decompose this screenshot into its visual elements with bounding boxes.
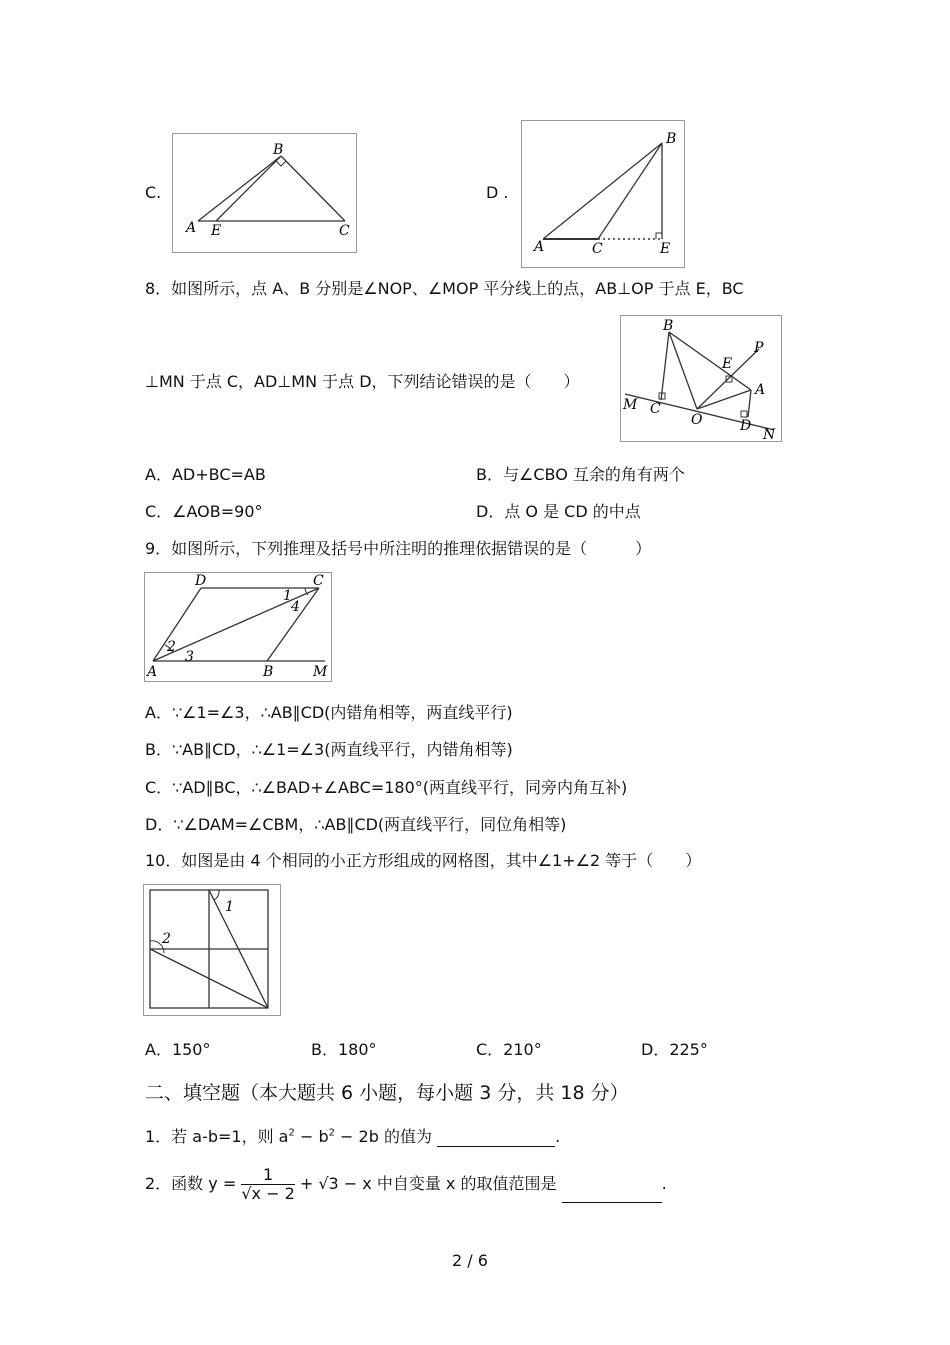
q7-figure-d — [521, 120, 685, 268]
q10-option-a[interactable]: A．150° — [145, 1040, 211, 1059]
q7-option-d-label: D . — [486, 183, 509, 202]
fill-q2-denominator: √x − 2 — [241, 1184, 295, 1203]
q9-figure — [144, 572, 332, 682]
q8-fig-label-p: P — [754, 340, 764, 356]
q9-fig-label-m: M — [313, 664, 328, 680]
q9-option-b[interactable]: B．∵AB∥CD，∴∠1=∠3(两直线平行，内错角相等) — [145, 740, 513, 759]
fill-question-2 — [145, 1166, 667, 1203]
fill-q2-prefix: 2．函数 y = — [145, 1174, 237, 1193]
q8-fig-label-b: B — [663, 318, 674, 334]
q10-option-d[interactable]: D．225° — [641, 1040, 708, 1059]
q9-fig-label-1: 1 — [283, 588, 292, 604]
q9-stem: 9．如图所示，下列推理及括号中所注明的推理依据错误的是（ ） — [145, 539, 652, 558]
fill-q2-answer-blank[interactable] — [562, 1184, 662, 1203]
fill-q1-sup1: 2 — [288, 1127, 295, 1139]
fill-q1-sup2: 2 — [328, 1127, 335, 1139]
fig-c-label-b: B — [273, 142, 284, 158]
section2-title: 二、填空题（本大题共 6 小题，每小题 3 分，共 18 分） — [145, 1082, 629, 1104]
fill-q1-suffix: . — [555, 1127, 561, 1146]
page-number: 2 / 6 — [452, 1251, 488, 1270]
q8-stem-line1: 8．如图所示，点 A、B 分别是∠NOP、∠MOP 平分线上的点，AB⊥OP 于点 E，BC — [145, 279, 744, 298]
fill-q2-fraction — [241, 1166, 294, 1203]
q9-fig-label-2: 2 — [167, 639, 176, 655]
fill-q1-mid1: − b — [294, 1127, 329, 1146]
q8-fig-label-m: M — [623, 397, 638, 413]
fig-c-label-e: E — [211, 223, 222, 239]
q8-fig-label-n: N — [763, 427, 776, 441]
q8-stem-line2: ⊥MN 于点 C，AD⊥MN 于点 D，下列结论错误的是（ ） — [145, 372, 580, 391]
q10-fig-label-1: 1 — [225, 899, 234, 915]
fig-c-label-c: C — [339, 223, 350, 239]
q8-fig-label-c: C — [650, 401, 661, 417]
q8-figure — [620, 315, 782, 442]
fill-q2-mid: + √3 − x 中自变量 x 的取值范围是 — [299, 1174, 557, 1193]
q8-fig-label-d: D — [740, 418, 752, 434]
q7-figure-c — [172, 133, 357, 253]
q8-fig-label-o: O — [691, 412, 703, 428]
q9-fig-label-4: 4 — [291, 599, 300, 615]
q9-fig-label-a: A — [147, 664, 158, 680]
q9-option-d[interactable]: D．∵∠DAM=∠CBM，∴AB∥CD(两直线平行，同位角相等) — [145, 815, 567, 834]
q9-fig-label-3: 3 — [185, 649, 194, 665]
q8-option-d[interactable]: D．点 O 是 CD 的中点 — [476, 502, 641, 521]
fig-d-label-a: A — [534, 239, 545, 255]
q10-stem: 10．如图是由 4 个相同的小正方形组成的网格图，其中∠1+∠2 等于（ ） — [145, 851, 702, 870]
q8-fig-label-a: A — [755, 382, 766, 398]
q10-fig-label-2: 2 — [162, 931, 171, 947]
fig-c-label-a: A — [186, 220, 197, 236]
q9-option-c[interactable]: C．∵AD∥BC，∴∠BAD+∠ABC=180°(两直线平行，同旁内角互补) — [145, 778, 628, 797]
q9-option-a[interactable]: A．∵∠1=∠3，∴AB∥CD(内错角相等，两直线平行) — [145, 703, 513, 722]
q10-option-c[interactable]: C．210° — [476, 1040, 542, 1059]
fill-q2-suffix: . — [661, 1174, 667, 1193]
q8-option-b[interactable]: B．与∠CBO 互余的角有两个 — [476, 465, 685, 484]
q7-option-c-label: C. — [145, 183, 162, 202]
fill-question-1 — [145, 1124, 560, 1147]
fig-d-label-b: B — [666, 131, 677, 147]
q10-figure — [143, 884, 281, 1016]
q9-fig-label-d: D — [195, 573, 207, 589]
fig-d-label-c: C — [592, 241, 603, 257]
q8-fig-label-e: E — [722, 356, 733, 372]
q9-fig-label-b: B — [263, 664, 274, 680]
fill-q1-prefix: 1．若 a-b=1，则 a — [145, 1127, 289, 1146]
q8-option-c[interactable]: C．∠AOB=90° — [145, 502, 263, 521]
fill-q1-mid2: − 2b 的值为 — [334, 1127, 432, 1146]
q8-option-a[interactable]: A．AD+BC=AB — [145, 465, 266, 484]
fill-q1-answer-blank[interactable] — [437, 1128, 555, 1147]
q10-option-b[interactable]: B．180° — [311, 1040, 377, 1059]
q9-fig-label-c: C — [313, 573, 324, 589]
fill-q2-numerator: 1 — [241, 1166, 294, 1185]
fig-d-label-e: E — [660, 241, 671, 257]
